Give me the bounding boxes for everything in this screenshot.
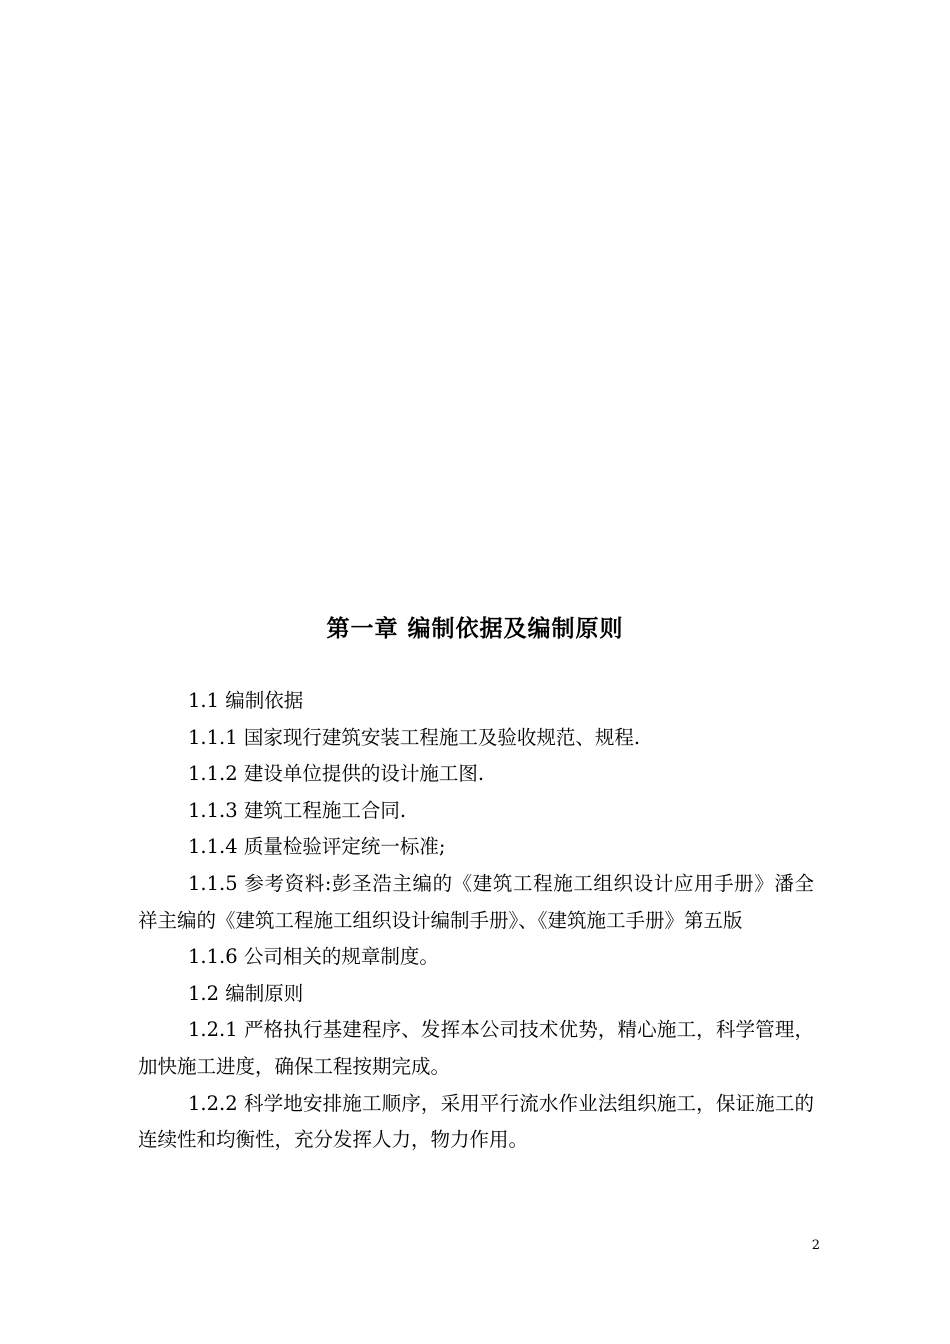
page-number: 2: [811, 1238, 820, 1253]
paragraph-1-1-2: 1.1.2 建设单位提供的设计施工图.: [188, 762, 485, 786]
document-body: [138, 683, 814, 1159]
paragraph-1-2-2: 1.2.2 科学地安排施工顺序，采用平行流水作业法组织施工，保证施工的连续性和均衡性，充分发挥人力，物力作用。: [138, 1091, 814, 1152]
chapter-title: 第一章 编制依据及编制原则: [326, 615, 624, 642]
section-heading-1-1: 1.1 编制依据: [188, 689, 304, 712]
paragraph-1-1-4: 1.1.4 质量检验评定统一标准;: [188, 835, 446, 859]
paragraph-1-1-6: 1.1.6 公司相关的规章制度。: [188, 945, 439, 969]
paragraph-1-1-1: 1.1.1 国家现行建筑安装工程施工及验收规范、规程.: [188, 725, 641, 749]
paragraph-1-1-3: 1.1.3 建筑工程施工合同.: [188, 798, 407, 822]
paragraph-1-1-5: 1.1.5 参考资料:彭圣浩主编的《建筑工程施工组织设计应用手册》潘全祥主编的《建筑工程施工组织设计编制手册》、《建筑施工手册》第五版: [138, 871, 814, 932]
section-heading-1-2: 1.2 编制原则: [188, 981, 304, 1005]
paragraph-1-2-1: 1.2.1 严格执行基建程序、发挥本公司技术优势，精心施工，科学管理，加快施工进度，确保工程按期完成。: [138, 1018, 814, 1078]
